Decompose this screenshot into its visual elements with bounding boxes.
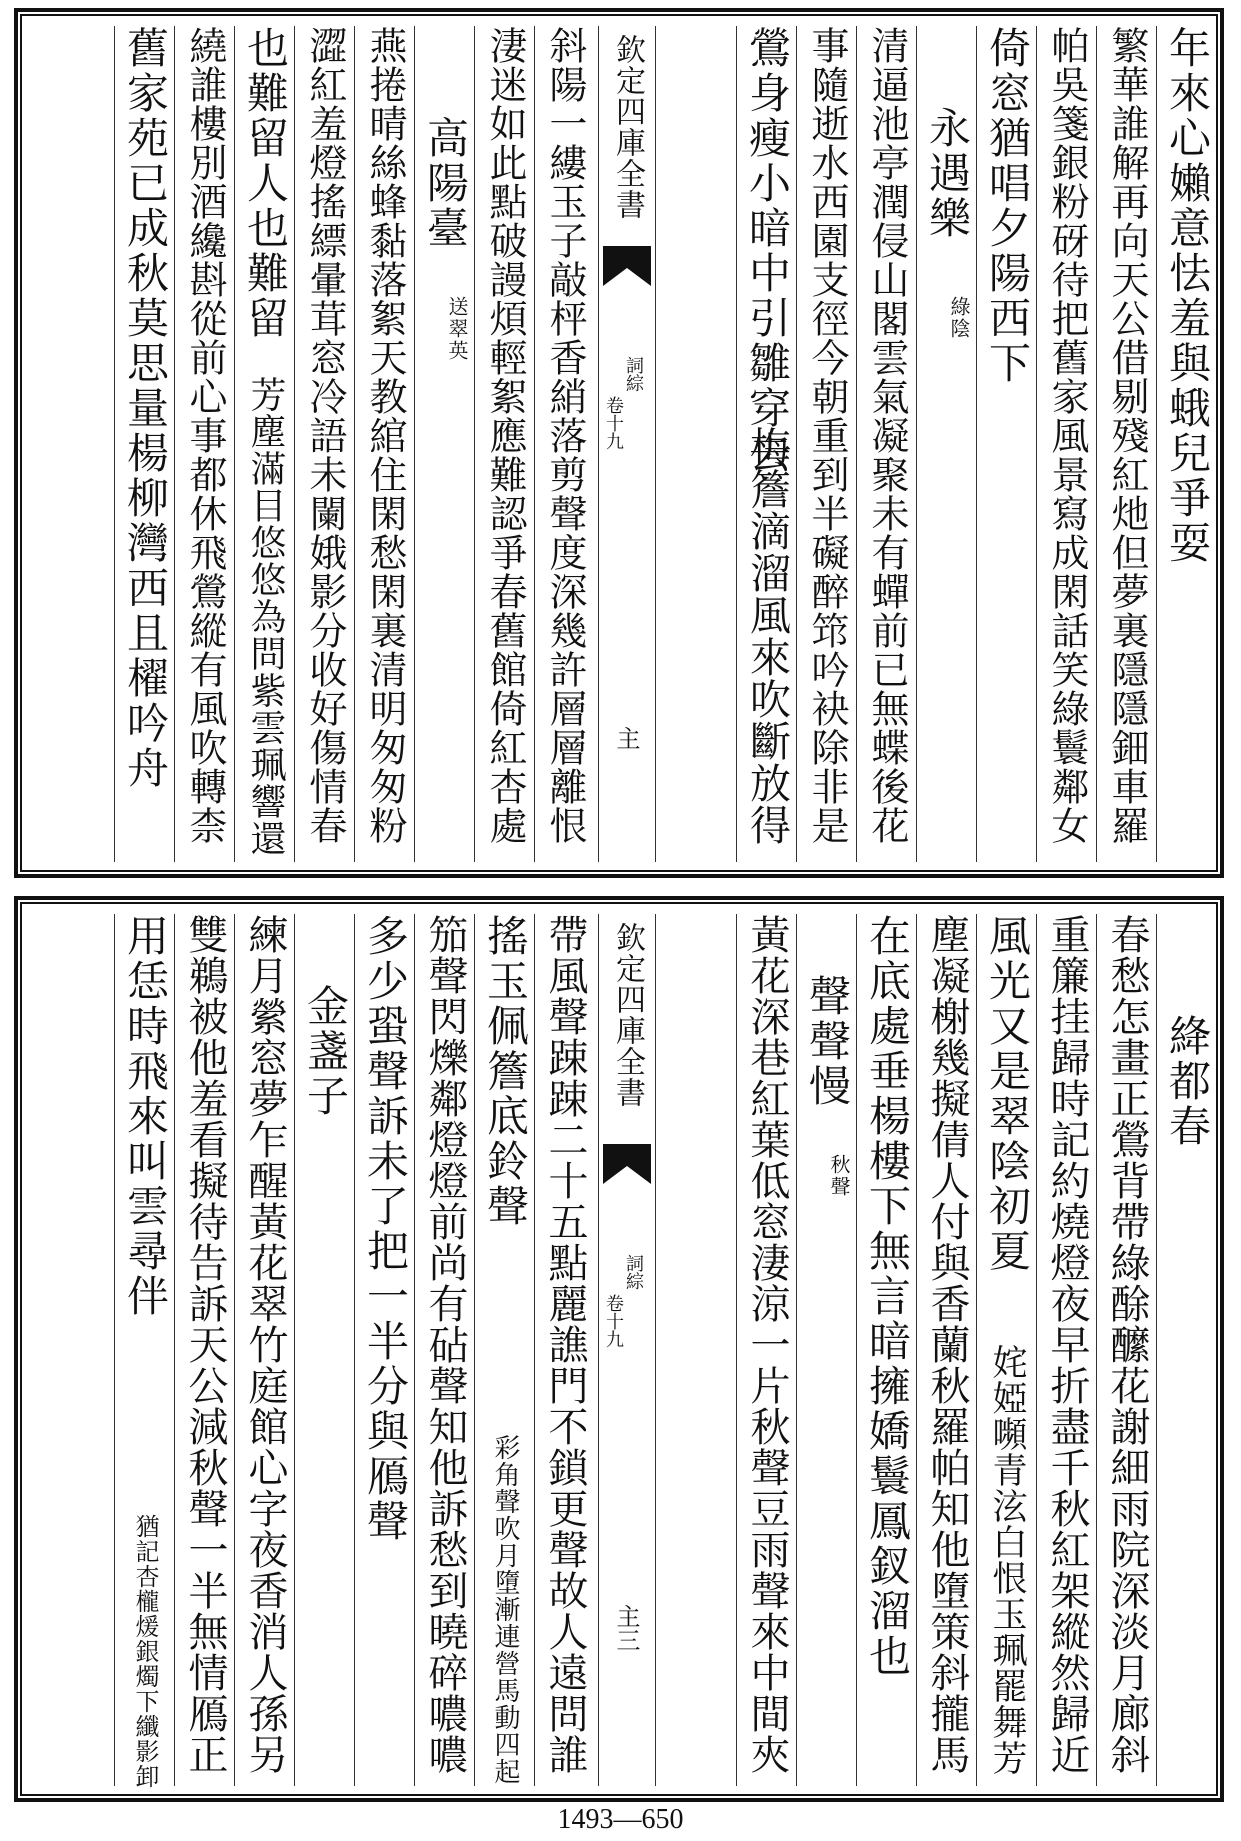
text-column [796,26,856,862]
collection-name: 詞綜 [623,1254,644,1290]
bottom-page-frame [14,896,1224,1802]
text-column [1036,26,1096,862]
column-text: 用恁時飛來叫雲尋伴 [121,914,170,1319]
column-text: 帶風聲踈踈二十五點麗譙門不鎖更聲故人遠問誰 [542,914,588,1775]
text-column [736,914,796,1786]
text-column [414,914,474,1786]
text-column [916,914,976,1786]
column-text: 塵凝榭幾擬倩人付與香蘭秋羅帕知他墮策斜攏馬 [924,914,970,1775]
poem-title: 高陽臺 [421,116,470,251]
column-text: 繁華誰解再向天公借剔殘紅灺但夢裏隱隱鈿車羅 [1105,26,1149,845]
text-column [474,914,534,1786]
column-text: 春愁怎畫正鶯背帶綠酴醿花謝細雨院深淡月廊斜 [1104,914,1150,1775]
page-number: 1493—650 [557,1804,684,1835]
column-text: 搖玉佩簷底鈴聲 [481,914,530,1229]
text-column [976,26,1036,862]
column-text: 笳聲閃爍鄰燈燈前尚有砧聲知他訴愁到曉碎噥噥 [422,914,468,1775]
column-text: 淒迷如此點破謾煩輕絮應難認爭春舊館倚紅杏處 [483,26,527,845]
fishtail-mark-icon [603,246,651,316]
column-text-continued: 猶記杏櫳煖銀燭下纖影卸 [131,1514,159,1789]
center-fold [598,26,656,862]
column-text: 重簾挂歸時記約燒燈夜早折盡千秋紅架縱然歸近 [1044,914,1090,1775]
poem-subtitle: 送翠英 [445,296,469,362]
top-page-frame [14,8,1224,878]
book-title: 欽定四庫全書 [610,34,645,220]
text-column [474,26,534,862]
text-column [354,914,414,1786]
text-column [976,914,1036,1786]
collection-name: 詞綜 [623,356,644,392]
poem-subtitle: 秋聲 [827,1154,851,1198]
column-text: 燕捲晴絲蜂黏落絮天教綰住閑愁閑裏清明匆匆粉 [363,26,407,845]
column-text: 倚窓猶唱夕陽西下 [983,26,1032,386]
text-column [1096,914,1156,1786]
column-text-continued: 姹婭嚬青泫白恨玉珮罷舞芳 [987,1344,1027,1776]
column-text: 風光又是翠陰初夏 [983,914,1032,1274]
volume-number: 卷十九 [603,1294,624,1348]
text-column [1096,26,1156,862]
poem-title: 聲聲慢 [803,974,852,1109]
column-text: 練月縈窓夢乍醒黃花翠竹庭館心字夜香消人孫另 [242,914,288,1775]
poem-subtitle: 綠陰 [947,296,971,340]
text-column [234,26,294,862]
text-column [234,914,294,1786]
column-text: 在底處垂楊樓下無言暗擁嬌鬟鳳釵溜也 [863,914,912,1679]
column-text: 也難留人也難留 [241,26,290,341]
column-text: 舊家苑已成秋莫思量楊柳灣西且櫂吟舟 [121,26,170,791]
poem-title: 永遇樂 [923,106,972,241]
text-column [916,26,976,862]
column-text-continued: 梅簷滴溜風來吹斷放得 [743,426,791,846]
text-column [114,26,174,862]
column-text: 事隨逝水西園支徑今朝重到半礙醉筇吟袂除非是 [805,26,849,845]
text-column [796,914,856,1786]
center-fold [598,914,656,1786]
text-column [534,914,594,1786]
column-text: 鶯身瘦小暗中引雛穿去 [743,26,792,476]
column-text: 澀紅羞燈搖縹暈茸窓冷語未闌娥影分收好傷情春 [303,26,347,845]
text-column [294,26,354,862]
column-text: 繞誰樓別酒纔斟從前心事都休飛鶯縱有風吹轉柰 [183,26,227,845]
fishtail-mark-icon [603,1144,651,1214]
column-text-continued: 芳塵滿目悠悠為問紫雲珮響還 [245,376,286,857]
text-column [174,26,234,862]
text-column [354,26,414,862]
text-column [114,914,174,1789]
folio-number: 主三 [612,1604,640,1652]
folio-number: 主 [612,726,640,750]
text-column [294,914,354,1786]
column-text: 年來心嬾意怯羞與蛾兒爭耍 [1163,26,1212,566]
column-text: 清逼池亭潤侵山閣雲氣凝聚未有蟬前已無蝶後花 [865,26,909,845]
text-column [856,914,916,1786]
text-column [534,26,594,862]
column-text: 雙鵜被他羞看擬待告訴天公減秋聲一半無情鴈正 [182,914,228,1775]
volume-number: 卷十九 [603,396,624,450]
column-text-continued: 彩角聲吹月墮漸連營馬動四起 [490,1434,520,1785]
text-column [736,26,796,862]
text-column [1156,914,1216,1786]
column-text: 黃花深巷紅葉低窓淒涼一片秋聲豆雨聲來中間夾 [744,914,790,1775]
text-column [1156,26,1216,862]
poem-title: 金盞子 [301,984,350,1119]
text-column [174,914,234,1786]
poem-title: 絳都春 [1163,1014,1212,1149]
text-column [414,26,474,862]
text-column [856,26,916,862]
column-text: 多少蛩聲訴未了把一半分與鴈聲 [361,914,410,1544]
book-title: 欽定四庫全書 [610,922,645,1108]
text-column [1036,914,1096,1786]
column-text: 斜陽一縷玉子敲枰香綃落剪聲度深幾許層層離恨 [543,26,587,845]
column-text: 帕吳箋銀粉砑待把舊家風景寫成閑話笑綠鬟鄰女 [1045,26,1089,845]
